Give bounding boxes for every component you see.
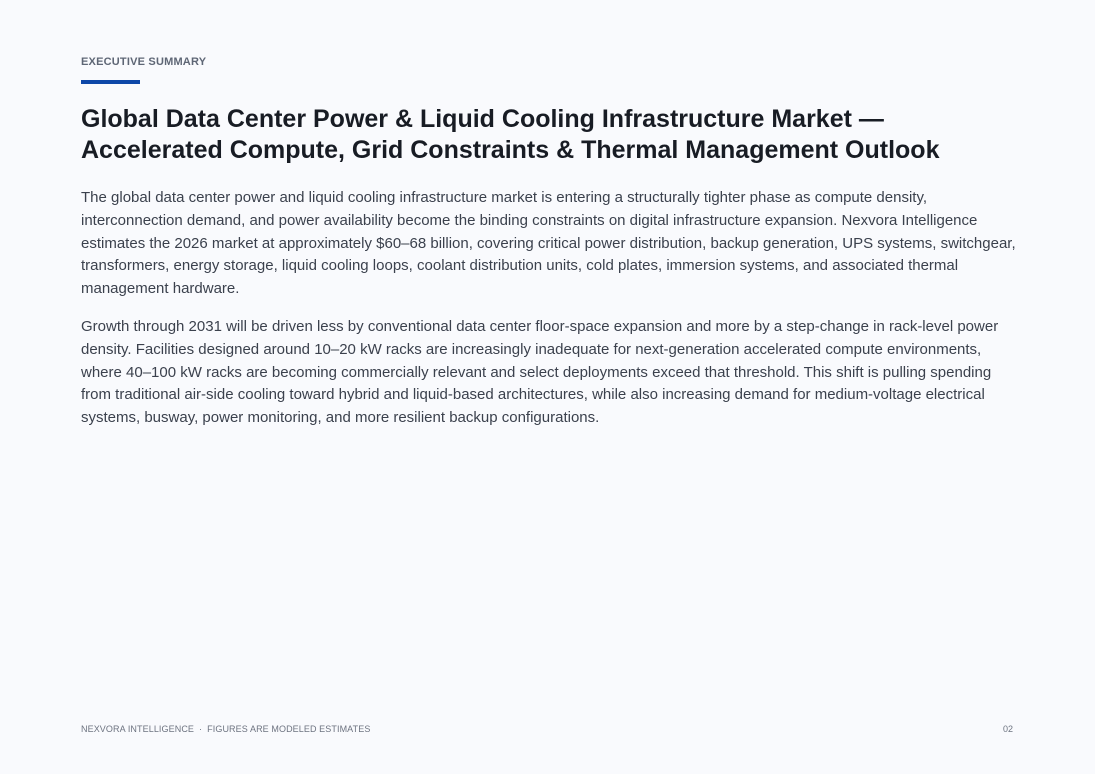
footer-brand: NEXVORA INTELLIGENCE (81, 724, 195, 734)
section-label: EXECUTIVE SUMMARY (81, 56, 207, 68)
footer-separator: · (199, 724, 203, 734)
footer-disclaimer: FIGURES ARE MODELED ESTIMATES (207, 724, 371, 734)
summary-paragraph-1: The global data center power and liquid cooling infrastructure market is entering a structurally tighter phase as compute density, interconnection demand, and power availability become the binding constraints on digital infrastructure expansion. Nexvora Intelligence estimates the 2026 market at approximately $60–68 billion, covering critical power distribution, backup generation, UPS systems, switchgear, transformers, energy storage, liquid cooling loops, coolant distribution units, cold plates, immersion systems, and associated thermal management hardware. (81, 189, 1016, 298)
summary-body (81, 187, 1021, 445)
page-title-line-2: Accelerated Compute, Grid Constraints & Thermal Management Outlook (81, 136, 940, 164)
summary-paragraph-2: Growth through 2031 will be driven less by conventional data center floor-space expansion and more by a step-change in rack-level power density. Facilities designed around 10–20 kW racks are increasingly inadequate for next-generation accelerated compute environments, where 40–100 kW racks are becoming commercially relevant and select deployments exceed that threshold. This shift is pulling spending from traditional air-side cooling toward hybrid and liquid-based architectures, while also increasing demand for medium-voltage electrical systems, busway, power monitoring, and more resilient backup configurations. (81, 317, 999, 427)
page-title-line-1: Global Data Center Power & Liquid Cooling Infrastructure Market — (81, 105, 884, 133)
footer-note (81, 724, 370, 734)
page-title (81, 104, 1041, 166)
accent-bar (81, 80, 140, 84)
page-number: 02 (1002, 724, 1013, 734)
